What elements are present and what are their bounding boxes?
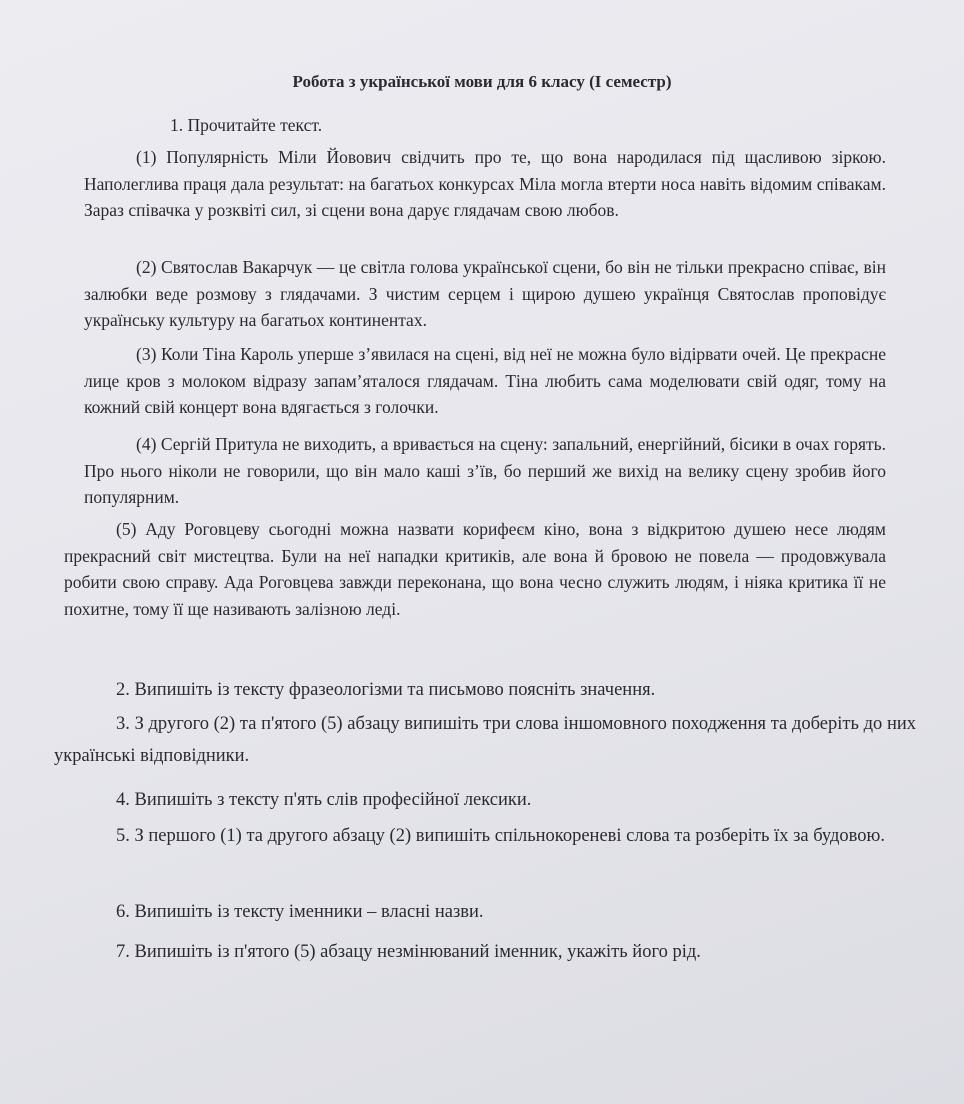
paragraph-1: (1) Популярність Міли Йовович свідчить про те, що вона народилася під щасливою зіркою. Наполеглива праця дала результат: на багатьох конкурсах Міла могла втерти носа навіть відомим співакам. Зараз співачка у розквіті сил, зі сцени вона дарує глядачам свою любов. bbox=[84, 147, 886, 220]
task-3: 3. З другого (2) та п'ятого (5) абзацу випишіть три слова іншомовного походження та доберіть до них українські відповідники. bbox=[54, 714, 916, 766]
paragraph-4: (4) Сергій Притула не виходить, а вривається на сцену: запальний, енергійний, бісики в очах горять. Про нього ніколи не говорили, що він мало каші з’їв, бо перший же вихід на велику сцену зробив його популярним. bbox=[84, 434, 886, 507]
paragraph-2: (2) Святослав Вакарчук — це світла голова української сцени, бо він не тільки прекрасно співає, він залюбки веде розмову з глядачами. З чистим серцем і щирою душею українця Святослав проповідує українську культуру на багатьох континентах. bbox=[84, 257, 886, 330]
task-7: 7. Випишіть із п'ятого (5) абзацу незмінюваний іменник, укажіть його рід. bbox=[116, 942, 701, 962]
paragraph-5: (5) Аду Роговцеву сьогодні можна назвати корифеєм кіно, вона з відкритою душею несе людям прекрасний світ мистецтва. Були на неї нападки критиків, але вона й бровою не повела — продовжувала робити свою справу. Ада Роговцева завжди переконана, що вона чесно служить людям, і ніяка критика її не похитне, тому її ще називають залізною леді. bbox=[64, 519, 886, 619]
task-4: 4. Випишіть з тексту п'ять слів професійної лексики. bbox=[116, 790, 532, 810]
document-title: Робота з української мови для 6 класу (І семестр) bbox=[292, 72, 672, 91]
paragraph-3: (3) Коли Тіна Кароль уперше з’явилася на сцені, від неї не можна було відірвати очей. Це прекрасне лице кров з молоком відразу запам’яталося глядачам. Тіна любить сама моделювати свій одяг, тому на кожний свій концерт вона вдягається з голочки. bbox=[84, 344, 886, 417]
task-1: 1. Прочитайте текст. bbox=[170, 115, 323, 135]
task-2: 2. Випишіть із тексту фразеологізми та письмово поясніть значення. bbox=[116, 680, 656, 700]
task-5: 5. З першого (1) та другого абзацу (2) випишіть спільнокореневі слова та розберіть їх за будовою. bbox=[116, 826, 885, 846]
task-6: 6. Випишіть із тексту іменники – власні назви. bbox=[116, 902, 484, 922]
